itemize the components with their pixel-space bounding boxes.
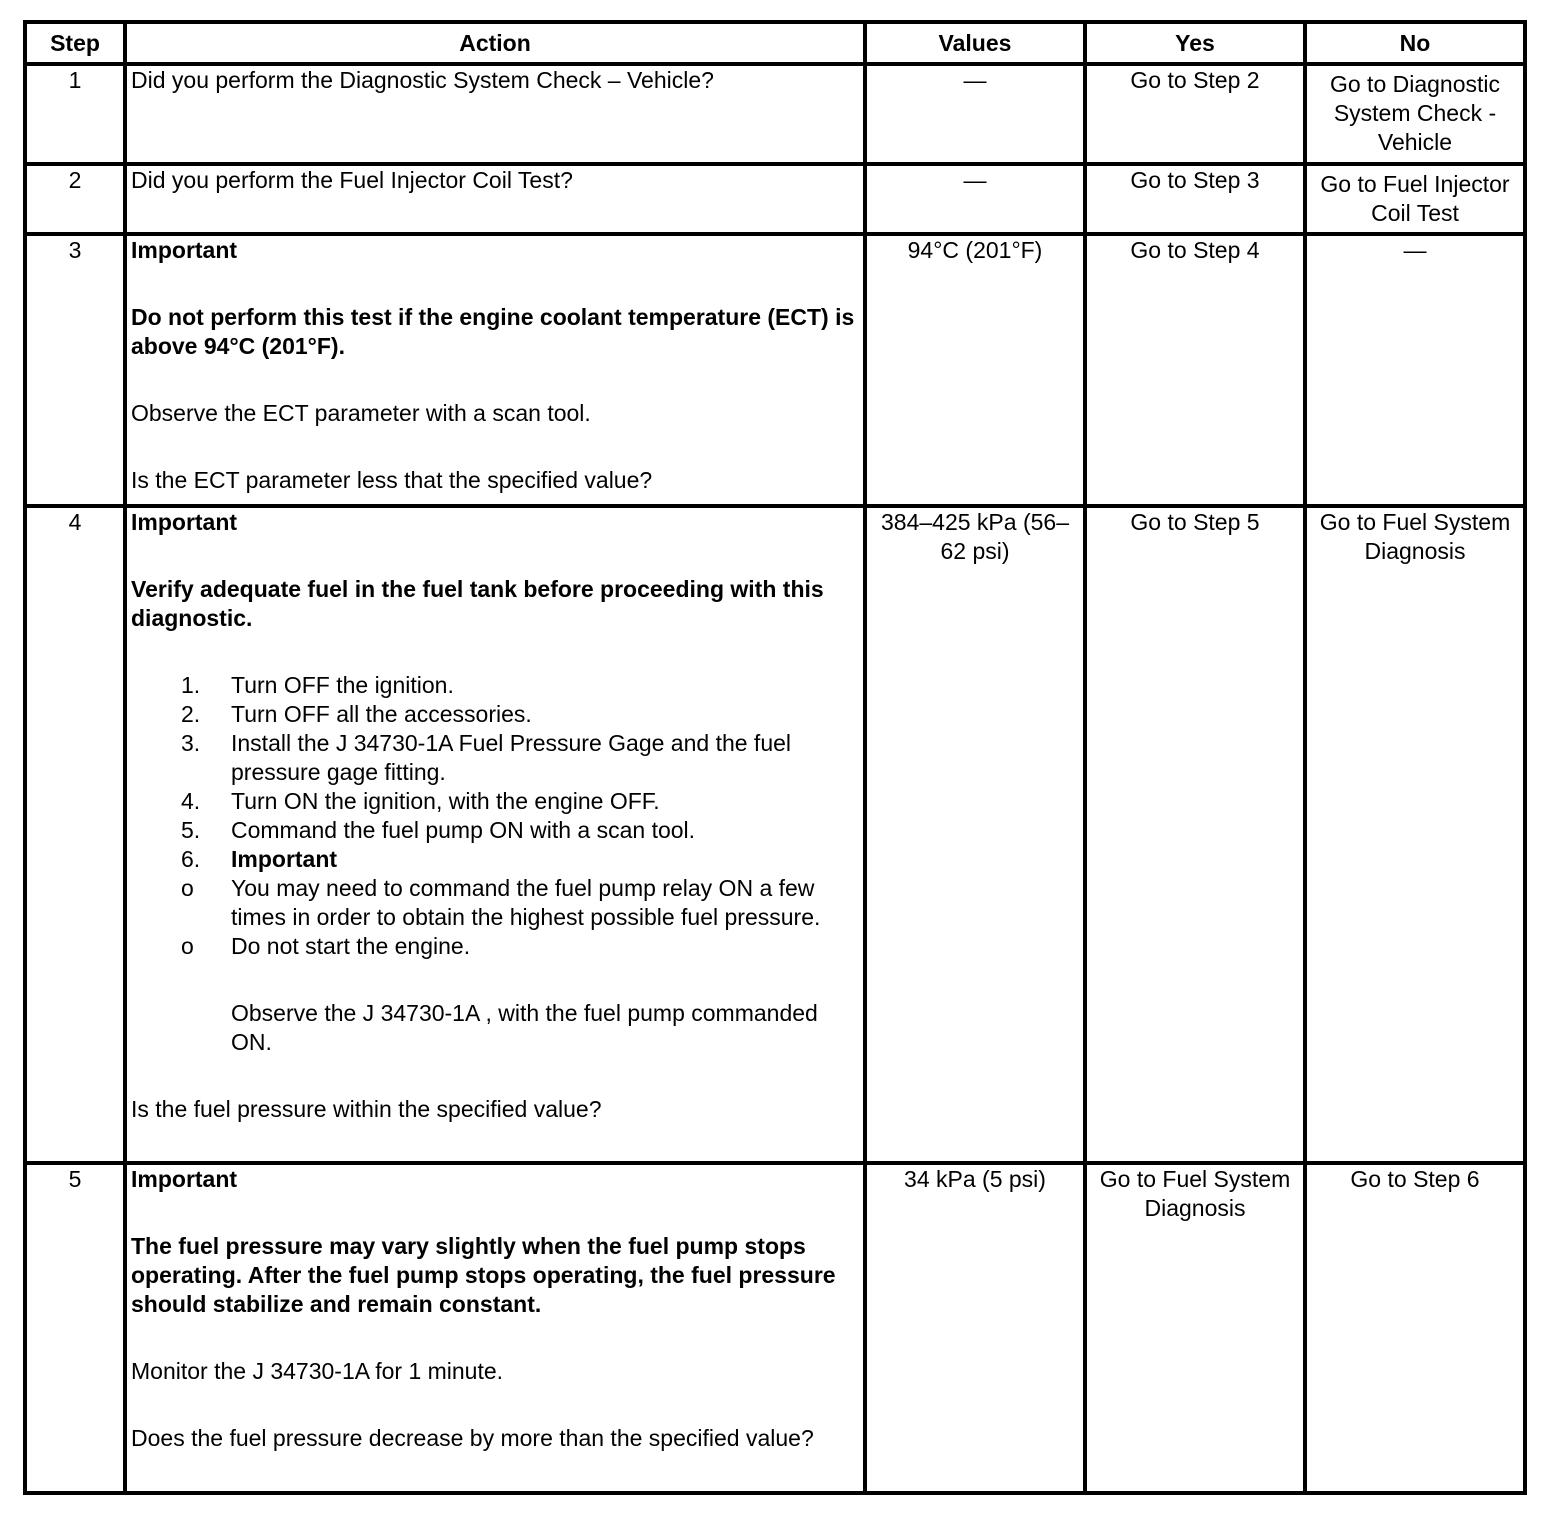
- substep-text: Turn OFF the ignition.: [231, 672, 454, 698]
- important-text: Do not perform this test if the engine coolant temperature (ECT) is above 94°C (201°F).: [131, 304, 855, 359]
- substep-text: Command the fuel pump ON with a scan tool.: [231, 817, 696, 843]
- no-cell: —: [1305, 234, 1525, 506]
- values-cell: 34 kPa (5 psi): [865, 1163, 1085, 1493]
- action-question: Does the fuel pressure decrease by more than the specified value?: [131, 1425, 814, 1451]
- action-question: Did you perform the Fuel Injector Coil Test?: [131, 167, 573, 193]
- important-label: Important: [131, 237, 238, 263]
- action-cell: [125, 1163, 865, 1493]
- substep-number: 6.: [181, 846, 201, 872]
- diagnostic-table: [23, 20, 1527, 1495]
- important-label: Important: [131, 509, 238, 535]
- yes-cell: Go to Step 2: [1085, 64, 1305, 164]
- important-text: The fuel pressure may vary slightly when the fuel pump stops operating. After the fuel pump stops operating, the fuel pressure should stabilize and remain constant.: [131, 1233, 836, 1317]
- substep-number: 2.: [181, 701, 201, 727]
- header-no: No: [1305, 22, 1525, 64]
- action-cell: [125, 506, 865, 1163]
- bullet-marker: o: [181, 933, 194, 959]
- list-item: [131, 700, 859, 729]
- substep-list: [131, 671, 859, 874]
- bullet-text: Do not start the engine.: [231, 933, 471, 959]
- no-cell: Go to Diagnostic System Check - Vehicle: [1305, 64, 1525, 164]
- bullet-list: [131, 874, 859, 961]
- action-question: Did you perform the Diagnostic System Check – Vehicle?: [131, 67, 714, 93]
- header-step: Step: [25, 22, 125, 64]
- header-action: Action: [125, 22, 865, 64]
- table-row: [25, 1163, 1525, 1493]
- action-cell: [125, 234, 865, 506]
- action-cell: [125, 164, 865, 234]
- yes-cell: Go to Step 5: [1085, 506, 1305, 1163]
- substep-text: Important: [231, 846, 338, 872]
- step-number: 3: [25, 234, 125, 506]
- table-row: [25, 64, 1525, 164]
- step-number: 5: [25, 1163, 125, 1493]
- important-label: Important: [131, 1166, 238, 1192]
- bullet-text: You may need to command the fuel pump relay ON a few times in order to obtain the highest possible fuel pressure.: [231, 875, 821, 930]
- table-row: [25, 506, 1525, 1163]
- action-question: Is the fuel pressure within the specified value?: [131, 1096, 602, 1122]
- substep-number: 1.: [181, 672, 201, 698]
- substep-number: 5.: [181, 817, 201, 843]
- list-item: [131, 845, 859, 874]
- list-item: [131, 874, 859, 932]
- substep-text: Turn ON the ignition, with the engine OFF.: [231, 788, 660, 814]
- list-item: [131, 816, 859, 845]
- substep-number: 3.: [181, 730, 201, 756]
- list-item: [131, 787, 859, 816]
- values-cell: 94°C (201°F): [865, 234, 1085, 506]
- action-question: Is the ECT parameter less that the specified value?: [131, 467, 653, 493]
- substep-text: Turn OFF all the accessories.: [231, 701, 532, 727]
- table-row: [25, 234, 1525, 506]
- list-item: [131, 671, 859, 700]
- header-yes: Yes: [1085, 22, 1305, 64]
- header-values: Values: [865, 22, 1085, 64]
- values-cell: —: [865, 64, 1085, 164]
- list-item: [131, 729, 859, 787]
- no-cell: Go to Fuel Injector Coil Test: [1305, 164, 1525, 234]
- observe-text: Observe the J 34730-1A , with the fuel pump commanded ON.: [231, 1000, 818, 1055]
- action-instruction: Observe the ECT parameter with a scan tool.: [131, 400, 591, 426]
- substep-text: Install the J 34730-1A Fuel Pressure Gage and the fuel pressure gage fitting.: [231, 730, 792, 785]
- yes-cell: Go to Fuel System Diagnosis: [1085, 1163, 1305, 1493]
- no-cell: Go to Fuel System Diagnosis: [1305, 506, 1525, 1163]
- yes-cell: Go to Step 3: [1085, 164, 1305, 234]
- substep-number: 4.: [181, 788, 201, 814]
- important-text: Verify adequate fuel in the fuel tank before proceeding with this diagnostic.: [131, 576, 824, 631]
- values-cell: 384–425 kPa (56–62 psi): [865, 506, 1085, 1163]
- action-cell: [125, 64, 865, 164]
- step-number: 1: [25, 64, 125, 164]
- step-number: 4: [25, 506, 125, 1163]
- step-number: 2: [25, 164, 125, 234]
- action-instruction: Monitor the J 34730-1A for 1 minute.: [131, 1358, 504, 1384]
- values-cell: —: [865, 164, 1085, 234]
- table-header-row: [25, 22, 1525, 64]
- no-cell: Go to Step 6: [1305, 1163, 1525, 1493]
- list-item: [131, 932, 859, 961]
- table-row: [25, 164, 1525, 234]
- yes-cell: Go to Step 4: [1085, 234, 1305, 506]
- bullet-marker: o: [181, 875, 194, 901]
